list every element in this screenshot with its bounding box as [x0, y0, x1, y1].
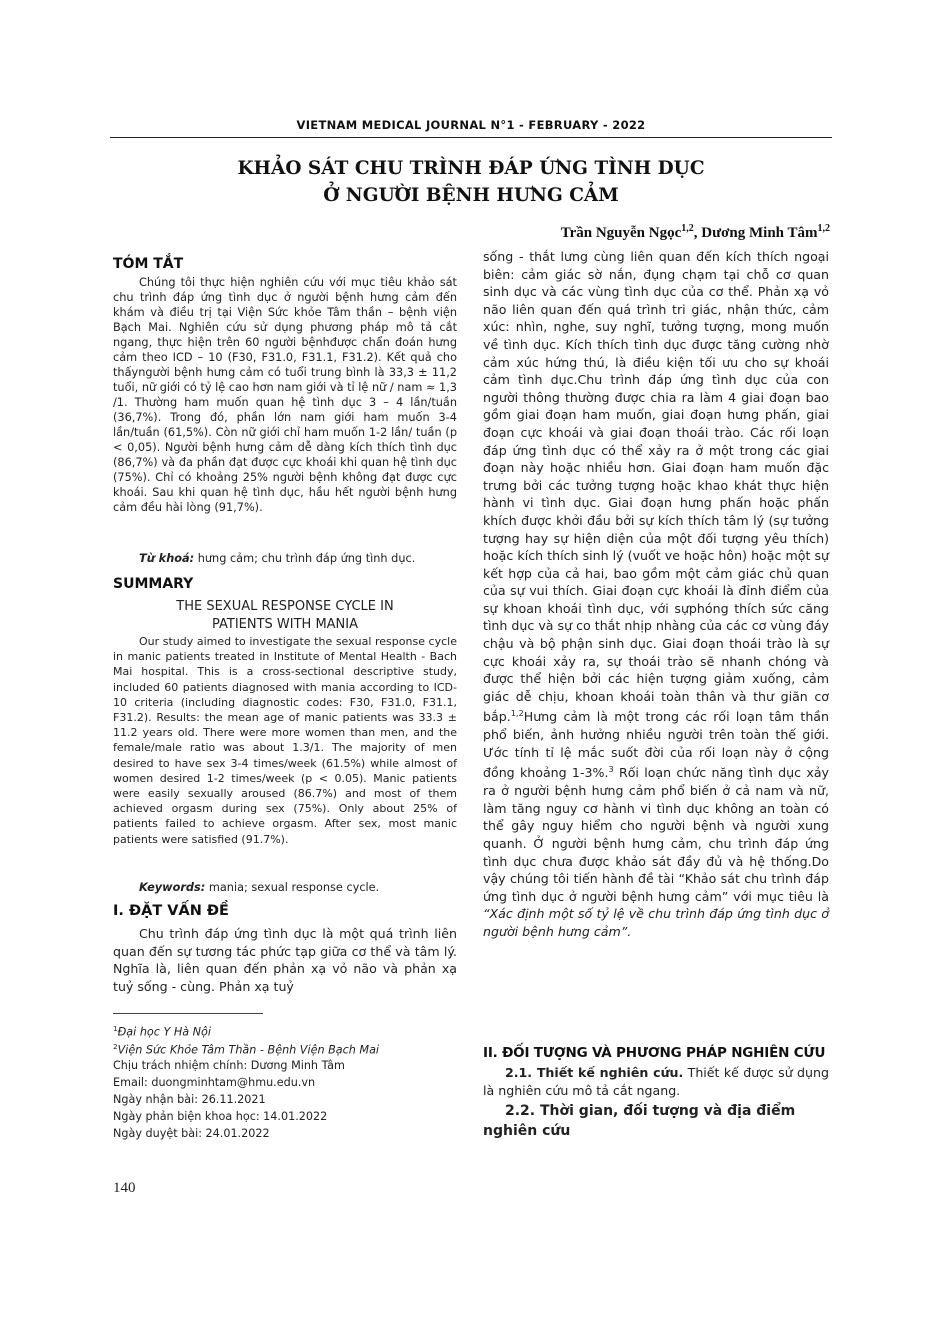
author-2: Dương Minh Tâm: [701, 225, 818, 241]
author-1: Trần Nguyễn Ngọc: [560, 225, 682, 241]
summary-title-line1: THE SEXUAL RESPONSE CYCLE IN: [176, 599, 394, 614]
footnote-affil-2: [113, 1039, 379, 1058]
intro-part1: sống - thắt lưng cùng liên quan đến kích thích ngoại biên: cảm giác sờ nắn, đụng chạm tại chỗ cơ quan sinh dục và các vùng tình dục của cơ thể. Phản xạ vỏ não liên quan đến quá trình tri giác, nhận thức, cảm xúc: nhìn, nghe, suy nghĩ, tưởng tượng, mong muốn về tình dục. Kích thích tình dục được tăng cường nhờ cảm xúc hứng thú, là điều kiện tối ưu cho sự khoái cảm tình dục.Chu trình đáp ứng tình dục của con người thông thường được chia ra làm 4 giai đoạn bao gồm giai đoạn ham muốn, giai đoạn hưng phấn, giai đoạn cực khoái và giai đoạn thoái trào. Các rối loạn đáp ứng tình dục có thể xảy ra ở một trong các giai đoạn này hoặc nhiều hơn. Giai đoạn ham muốn đặc trưng bởi các tưởng tượng hoặc khao khát thực hiện hành vi tình dục. Giai đoạn hưng phấn hoặc phấn khích được khởi đầu bởi sự kích thích tâm lý (sự tưởng tượng hay sự hiện diện của một đối tượng yêu thích) hoặc kích thích sinh lý (vuốt ve hoặc hôn) hoặc một sự kết hợp của cả hai, bao gồm một cảm giác chủ quan của sự vui thích. Giai đoạn cực khoái là đỉnh điểm của sự khoan khoái tình dục, với sựphóng thích sức căng tình dục và sự co thắt nhịp nhàng của các cơ vùng đáy chậu và bộ phận sinh dục. Giai đoạn thoái trào là sự cực khoái xảy ra, sự thoái trào sẽ nhanh chóng và được thể hiện bởi các hiện tượng giảm xuống, cảm giác dễ chịu, khoan khoái toàn thân và thư giãn cơ bắp.: [483, 249, 829, 725]
intro-part2: Hưng cảm là một trong các rối loạn tâm thần phổ biến, ảnh hưởng nhiều người trên toàn thế giới. Ước tính tỉ lệ mắc suốt đời của rối loạn này ở cộng đồng khoảng 1-3%.: [483, 709, 829, 781]
author-separator: ,: [693, 225, 702, 241]
section-2-1-label: 2.1. Thiết kế nghiên cứu.: [505, 1065, 684, 1080]
header-rule: [110, 137, 832, 138]
section-2-2-heading: 2.2. Thời gian, đối tượng và địa điểm nghiên cứu: [483, 1103, 796, 1139]
keywords-en: [113, 880, 483, 895]
section-2-1: [483, 1064, 829, 1099]
summary-title-line2: PATIENTS WITH MANIA: [211, 617, 359, 632]
footnote-corresponding: Chịu trách nhiệm chính: Dương Minh Tâm: [113, 1059, 345, 1072]
intro-text: Chu trình đáp ứng tình dục là một quá trình liên quan đến sự tương tác phức tạp giữa cơ thể và tâm lý. Nghĩa là, liên quan đến phản xạ vỏ não và phản xạ tuỷ sống - cùng. Phản xạ tuỷ: [113, 926, 457, 994]
keywords-vi: [113, 551, 483, 566]
citation-1: 1,2: [510, 708, 524, 719]
keywords-vi-text: hưng cảm; chu trình đáp ứng tình dục.: [194, 552, 416, 565]
footnote-received: Ngày nhận bài: 26.11.2021: [113, 1093, 266, 1106]
keywords-en-text: mania; sexual response cycle.: [205, 881, 380, 894]
footnote-accepted: Ngày duyệt bài: 24.01.2022: [113, 1127, 270, 1140]
author-2-affil: 1,2: [817, 223, 830, 234]
footnote-1-text: Đại học Y Hà Nội: [117, 1025, 211, 1039]
methods-heading: II. ĐỐI TƯỢNG VÀ PHƯƠNG PHÁP NGHIÊN CỨU: [483, 1045, 826, 1061]
summary-heading: SUMMARY: [113, 576, 194, 592]
article-title-line2: Ở NGƯỜI BỆNH HƯNG CẢM: [323, 185, 619, 206]
intro-heading: I. ĐẶT VẤN ĐỀ: [113, 903, 229, 919]
footnote-rule: [113, 1013, 263, 1014]
author-1-affil: 1,2: [681, 223, 694, 234]
page-number: 140: [113, 1180, 136, 1196]
journal-header: VIETNAM MEDICAL JOURNAL N°1 - FEBRUARY - 2022: [296, 118, 646, 132]
footnote-2-mark: 2: [113, 1042, 118, 1051]
footnote-email: Email: duongminhtam@hmu.edu.vn: [113, 1076, 316, 1089]
intro-part3: Rối loạn chức năng tình dục xảy ra ở người bệnh hưng cảm phổ biến ở cả nam và nữ, làm tăng nguy cơ hành vi tình dục không an toàn có thể gây nguy hiểm cho người bệnh và người xung quanh. Ở người bệnh hưng cảm, chu trình đáp ứng tình dục chưa được khảo sát đầy đủ và hệ thống.Do vậy chúng tôi tiến hành đề tài “Khảo sát chu trình đáp ứng tình dục ở người bệnh hưng cảm” với mục tiêu là: [483, 765, 829, 904]
footnote-reviewed: Ngày phản biện khoa học: 14.01.2022: [113, 1110, 328, 1123]
footnote-2-text: Viện Sức Khỏe Tâm Thần - Bệnh Viện Bạch Mai: [117, 1043, 380, 1057]
abstract-heading: TÓM TẮT: [113, 256, 184, 272]
abstract-vi-text: Chúng tôi thực hiện nghiên cứu với mục tiêu khảo sát chu trình đáp ứng tình dục ở người bệnh hưng cảm đến khám và điều trị tại Viện Sức khỏe Tâm thần – bệnh viện Bạch Mai. Nghiên cứu sử dụng phương pháp mô tả cắt ngang, thực hiện trên 60 người bệnhđược chẩn đoán hưng cảm theo ICD – 10 (F30, F31.0, F31.1, F31.2). Kết quả cho thấyngười bệnh hưng cảm có tuổi trung bình là 33,3 ± 11,2 tuổi, nữ giới có tỷ lệ cao hơn nam giới và tỉ lệ nữ / nam ≈ 1,3 /1. Thường ham muốn quan hệ tình dục 3 – 4 lần/tuần (36,7%). Trong đó, phần lớn nam giới ham muốn 3-4 lần/tuần (61,5%). Còn nữ giới chỉ ham muốn 1-2 lần/ tuần (p < 0,05). Người bệnh hưng cảm dễ dàng kích thích tình dục (86,7%) và đa phần đạt được cực khoái khi quan hệ tình dục (75%). Chỉ có khoảng 25% người bệnh không đạt được cực khoái. Sau khi quan hệ tình dục, hầu hết người bệnh hưng cảm đều hài lòng (91,7%).: [113, 276, 457, 514]
article-title-line1: KHẢO SÁT CHU TRÌNH ĐÁP ỨNG TÌNH DỤC: [237, 158, 705, 179]
summary-text: Our study aimed to investigate the sexual response cycle in manic patients treated in Institute of Mental Health - Bach Mai hospital. This is a cross-sectional descriptive study, included 60 patients diagnosed with mania according to ICD-10 criteria (including diagnostic codes: F30, F31.0, F31.1, F31.2). Results: the mean age of manic patients was 33.3 ± 11.2 years old. There were more women than men, and the female/male ratio was about 1.3/1. The majority of men desired to have sex 3-4 times/week (61.5%) while almost of women desired 1-2 times/week (p < 0.05). Manic patients were easily sexually aroused (86.7%) and most of them achieved orgasm during sex (75%). Only about 25% of patients failed to achieve orgasm. After sex, most manic patients were satisfied (91.7%).: [113, 635, 457, 846]
authors: [561, 223, 830, 242]
section-2-1-text: Thiết kế được sử dụng là nghiên cứu mô tả cắt ngang.: [483, 1065, 829, 1098]
intro-continued-text: [483, 248, 829, 941]
footnote-1-mark: 1: [113, 1024, 118, 1033]
footnote-affil-1: [113, 1021, 211, 1040]
citation-2: 3: [608, 764, 614, 775]
keywords-vi-label: Từ khoá:: [139, 552, 195, 565]
study-aim: “Xác định một số tỷ lệ về chu trình đáp ứng tình dục ở người bệnh hưng cảm”.: [483, 906, 829, 939]
keywords-en-label: Keywords:: [139, 881, 206, 894]
